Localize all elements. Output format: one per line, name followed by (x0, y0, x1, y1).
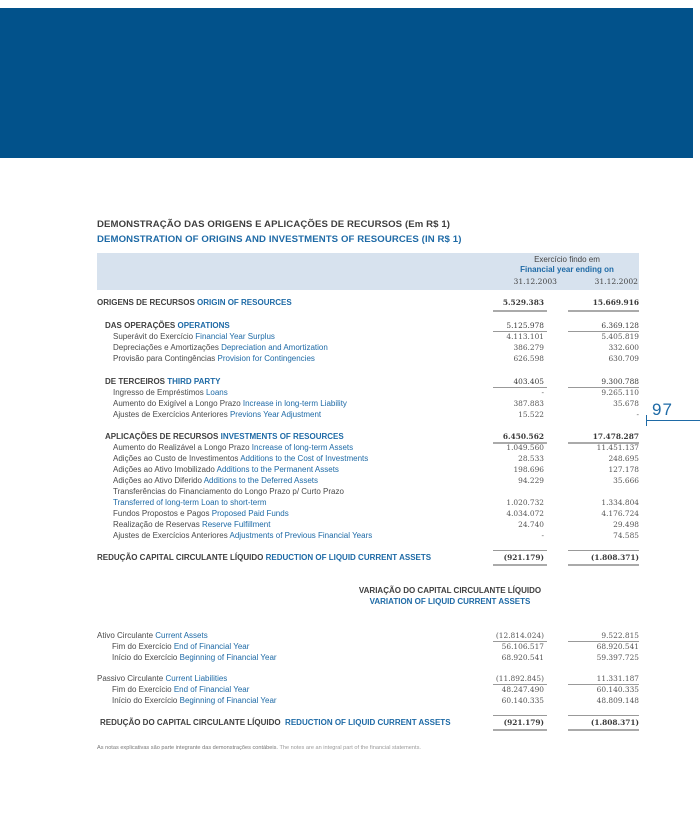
page-number: 97 (652, 400, 673, 419)
row-label-pt: DAS OPERAÇÕES (105, 321, 176, 330)
header-banner (0, 8, 693, 158)
table-row (97, 464, 642, 475)
row-label-en: Additions to the Cost of Investments (240, 454, 369, 463)
row-label-pt: Aumento do Exigível a Longo Prazo (113, 399, 241, 408)
row-label-en: Reserve Fulfillment (201, 520, 271, 529)
value-2002: 4.176.724 (601, 509, 639, 518)
row-label-pt: Depreciações e Amortizações (113, 343, 219, 352)
row-label-pt: Início do Exercício (112, 653, 178, 662)
value-2003: 403.405 (513, 377, 544, 386)
table-row (97, 652, 642, 663)
row-label-en: Additions to the Deferred Assets (203, 476, 319, 485)
table-row (97, 508, 642, 519)
value-2002: 6.369.128 (601, 321, 639, 330)
value-2002: 60.140.335 (596, 685, 639, 694)
value-2003: (921.179) (503, 553, 544, 562)
row-label-en: Adjustments of Previous Financial Years (229, 531, 373, 540)
value-2003: 4.113.101 (506, 332, 544, 341)
value-2002: 74.585 (613, 531, 639, 540)
value-2003: 198.696 (513, 465, 544, 474)
page-title-pt: DEMONSTRAÇÃO DAS ORIGENS E APLICAÇÕES DE RECURSOS (Em R$ 1) (97, 219, 451, 230)
row-label-pt: Ingresso de Empréstimos (113, 388, 204, 397)
underline (568, 310, 639, 312)
row-label-en: OPERATIONS (177, 321, 230, 330)
value-2003: 60.140.335 (501, 696, 544, 705)
underline (493, 729, 547, 731)
value-2002: 11.451.137 (596, 443, 639, 452)
row-label-pt: Passivo Circulante (97, 674, 164, 683)
value-2003: 626.598 (513, 354, 544, 363)
row-label-pt: Fundos Propostos e Pagos (113, 509, 210, 518)
table-row-investments-total (97, 431, 642, 442)
row-label-en: THIRD PARTY (167, 377, 221, 386)
value-2003: 5.529.383 (502, 298, 544, 307)
header-period-pt: Exercício findo em (534, 255, 600, 264)
value-2002: 11.331.187 (596, 674, 639, 683)
row-label-en: REDUCTION OF LIQUID CURRENT ASSETS (285, 718, 451, 727)
row-label-en: Loans (205, 388, 228, 397)
value-2003: 5.125.978 (506, 321, 544, 330)
row-label-pt: Transferências do Financiamento do Longo Prazo p/ Curto Prazo (113, 487, 344, 496)
overline (493, 550, 547, 551)
table-row-operations (97, 320, 642, 331)
row-label-pt: Início do Exercício (112, 696, 178, 705)
value-2003: 6.450.562 (502, 432, 544, 441)
value-2002: 332.600 (608, 343, 639, 352)
value-2002: 29.498 (613, 520, 639, 529)
row-label-pt: Provisão para Contingências (113, 354, 216, 363)
value-2002: 35.666 (613, 476, 639, 485)
overline (568, 715, 639, 716)
table-row (97, 409, 642, 420)
value-2002: 5.405.819 (601, 332, 639, 341)
value-2003: (921.179) (503, 718, 544, 727)
row-label-pt: Adições ao Ativo Imobilizado (113, 465, 215, 474)
row-label-pt: Superávit do Exercício (113, 332, 194, 341)
table-row-reduction-total-2 (97, 717, 642, 728)
table-row (97, 684, 642, 695)
value-2003: - (541, 531, 544, 540)
row-label-en: Financial Year Surplus (195, 332, 275, 341)
value-2002: 127.178 (608, 465, 639, 474)
underline (568, 729, 639, 731)
table-row (97, 342, 642, 353)
row-label-pt: Fim do Exercício (112, 685, 172, 694)
row-label-pt: DE TERCEIROS (105, 377, 166, 386)
column-header-2002: 31.12.2002 (594, 277, 638, 286)
section-title-en: VARIATION OF LIQUID CURRENT ASSETS (369, 597, 531, 606)
value-2002: 59.397.725 (596, 653, 639, 662)
value-2002: 48.809.148 (596, 696, 639, 705)
table-row-reduction-total (97, 552, 642, 563)
value-2002: 9.522.815 (601, 631, 639, 640)
value-2002: 9.300.788 (601, 377, 639, 386)
underline (493, 310, 547, 312)
value-2002: 248.695 (608, 454, 639, 463)
table-row (97, 353, 642, 364)
row-label-pt: Adições ao Custo de Investimentos (113, 454, 239, 463)
row-label-pt: Ajustes de Exercícios Anteriores (113, 410, 228, 419)
row-label-en: Provision for Contingencies (217, 354, 315, 363)
row-label-en: Additions to the Permanent Assets (216, 465, 339, 474)
row-label-en: Proposed Paid Funds (211, 509, 289, 518)
row-label-en: Current Assets (155, 631, 208, 640)
column-header-2003: 31.12.2003 (513, 277, 557, 286)
value-2002: (1.808.371) (590, 553, 639, 562)
value-2003: 56.106.517 (501, 642, 544, 651)
value-2003: 1.049.560 (506, 443, 544, 452)
value-2003: (12.814.024) (495, 631, 544, 640)
table-row (97, 387, 642, 398)
value-2003: 48.247.490 (501, 685, 544, 694)
table-row-current-liabilities (97, 673, 642, 684)
row-label-pt: Fim do Exercício (112, 642, 172, 651)
value-2002: 35.678 (613, 399, 639, 408)
row-label-en: Beginning of Financial Year (179, 696, 277, 705)
row-label-en: Transferred of long-term Loan to short-term (113, 498, 267, 507)
row-label-en: REDUCTION OF LIQUID CURRENT ASSETS (265, 553, 432, 562)
row-label-en: Increase in long-term Liability (242, 399, 347, 408)
section-title-pt: VARIAÇÃO DO CAPITAL CIRCULANTE LÍQUIDO (358, 586, 542, 595)
table-row (97, 641, 642, 652)
row-label-pt: Adições ao Ativo Diferido (113, 476, 202, 485)
table-row (97, 331, 642, 342)
row-label-en: Beginning of Financial Year (179, 653, 277, 662)
table-row-current-assets (97, 630, 642, 641)
value-2002: (1.808.371) (590, 718, 639, 727)
value-2003: 386.279 (513, 343, 544, 352)
underline (568, 564, 639, 566)
value-2002: 630.709 (608, 354, 639, 363)
table-row (97, 475, 642, 486)
row-label-en: End of Financial Year (173, 642, 250, 651)
row-label-pt: REDUÇÃO CAPITAL CIRCULANTE LÍQUIDO (97, 553, 264, 562)
table-row (97, 486, 642, 497)
value-2003: 15.522 (518, 410, 544, 419)
value-2002: 68.920.541 (596, 642, 639, 651)
page-number-tick (646, 415, 647, 426)
value-2002: - (636, 410, 639, 419)
value-2003: - (541, 388, 544, 397)
row-label-en: Previons Year Adjustment (229, 410, 322, 419)
row-label-pt: Realização de Reservas (113, 520, 200, 529)
value-2003: 94.229 (518, 476, 544, 485)
row-label-en: Depreciation and Amortization (221, 343, 328, 352)
row-label-pt: ORIGENS DE RECURSOS (97, 298, 195, 307)
row-label-pt: Ajustes de Exercícios Anteriores (113, 531, 228, 540)
table-row (97, 497, 642, 508)
page-title-en: DEMONSTRATION OF ORIGINS AND INVESTMENTS OF RESOURCES (IN R$ 1) (97, 234, 462, 245)
row-label-en: ORIGIN OF RESOURCES (197, 298, 292, 307)
row-label-pt: Ativo Circulante (97, 631, 154, 640)
table-row (97, 530, 642, 541)
underline (493, 564, 547, 566)
overline (568, 550, 639, 551)
value-2002: 1.334.804 (601, 498, 639, 507)
row-label-en: INVESTMENTS OF RESOURCES (220, 432, 344, 441)
value-2003: 68.920.541 (501, 653, 544, 662)
table-row (97, 453, 642, 464)
row-label-en: End of Financial Year (173, 685, 250, 694)
value-2003: (11.892.845) (495, 674, 544, 683)
value-2003: 28.533 (518, 454, 544, 463)
footnote-pt: As notas explicativas são parte integrante das demonstrações contábeis. (97, 745, 278, 751)
table-row (97, 695, 642, 706)
row-label-en: Increase of long-term Assets (251, 443, 354, 452)
table-row-third-party (97, 376, 642, 387)
table-row (97, 519, 642, 530)
row-label-pt: APLICAÇÕES DE RECURSOS (105, 432, 219, 441)
table-row-origins-total (97, 297, 642, 308)
overline (493, 715, 547, 716)
value-2003: 1.020.732 (506, 498, 544, 507)
footnote (97, 745, 421, 751)
value-2002: 9.265.110 (601, 388, 639, 397)
page-number-rule (646, 420, 700, 421)
row-label-pt: REDUÇÃO DO CAPITAL CIRCULANTE LÍQUIDO (100, 718, 281, 727)
value-2003: 24.740 (518, 520, 544, 529)
row-label-en: Current Liabilities (165, 674, 228, 683)
value-2003: 387.883 (513, 399, 544, 408)
footnote-en: The notes are an integral part of the financial statements. (279, 745, 421, 751)
header-period-en: Financial year ending on (520, 265, 614, 274)
value-2002: 17.478.287 (592, 432, 639, 441)
row-label-pt: Aumento do Realizável a Longo Prazo (113, 443, 250, 452)
table-row (97, 442, 642, 453)
value-2003: 4.034.072 (506, 509, 544, 518)
table-row (97, 398, 642, 409)
value-2002: 15.669.916 (592, 298, 639, 307)
